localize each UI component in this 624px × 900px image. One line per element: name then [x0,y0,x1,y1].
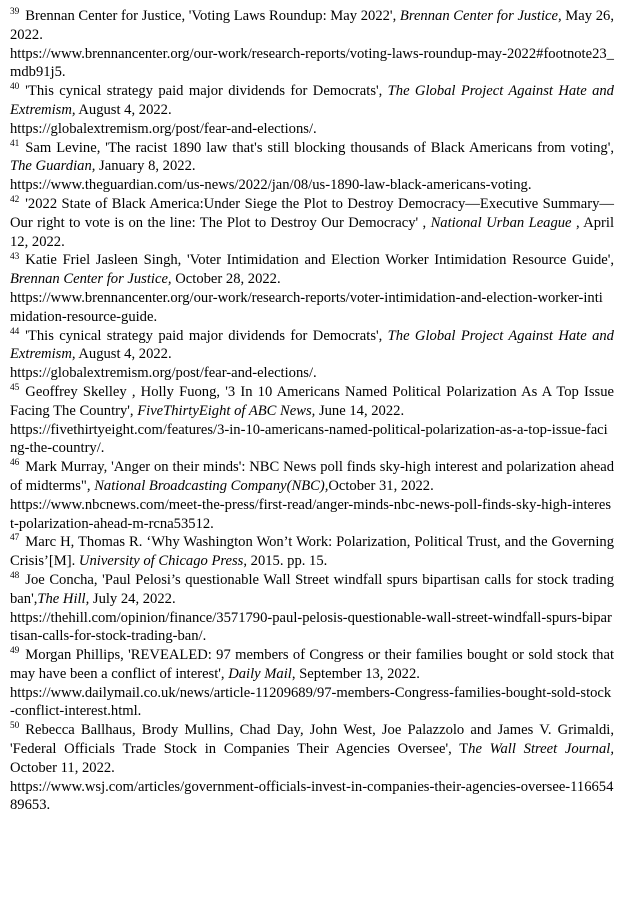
footnote-number: 44 [10,326,20,337]
footnote-source-title: he Wall Street Journal, [468,741,614,758]
footnote-43 [10,251,614,326]
footnote-42 [10,195,614,251]
footnotes-section [10,7,614,815]
footnote-source-title: Brennan Center for Justice, [10,271,172,288]
footnote-citation-text: Marc H, Thomas R. ‘Why Washington Won’t Work: Polarization, Political Trust, and the Governing Crisis’[M]. [10,534,614,570]
footnote-citation-text: August 4, 2022. [75,346,172,363]
footnote-number: 46 [10,458,20,469]
footnote-citation-text: , April 12, 2022. [10,214,614,250]
footnote-citation-text: Joe Concha, 'Paul Pelosi’s questionable Wall Street windfall spurs bipartisan calls for stock trading ban', [10,571,614,607]
footnote-citation-text: Rebecca Ballhaus, Brody Mullins, Chad Day, John West, Joe Palazzolo and James V. Grimaldi, 'Federal Officials Trade Stock in Companies Their Agencies Oversee', T [10,722,614,758]
footnote-url: https://www.dailymail.co.uk/news/article-11209689/97-members-Congress-families-bought-sold-stock-conflict-interest.html. [10,684,612,720]
footnote-50 [10,721,614,815]
footnote-citation-text: Katie Friel Jasleen Singh, 'Voter Intimidation and Election Worker Intimidation Resource Guide', [25,252,614,269]
footnote-url: https://globalextremism.org/post/fear-and-elections/. [10,365,317,382]
footnote-number: 42 [10,195,20,206]
footnote-48 [10,571,614,646]
footnote-number: 41 [10,138,20,149]
footnote-citation-text: August 4, 2022. [75,101,172,118]
footnote-citation-text: January 8, 2022. [95,158,196,175]
footnote-number: 43 [10,251,20,262]
footnote-source-title: Daily Mail [228,665,292,682]
footnote-number: 47 [10,533,20,544]
footnote-41 [10,139,614,195]
footnote-citation-text: '2022 State of Black America:Under Siege the Plot to Destroy Democracy—Executive Summary—Our right to vote is on the line: The Plot to Destroy Our Democracy' , [10,195,614,231]
footnote-source-title: National Broadcasting Company(NBC), [94,477,329,494]
footnote-citation-text: 'This cynical strategy paid major dividends for Democrats', [25,83,388,100]
footnote-citation-text: July 24, 2022. [89,590,176,607]
footnote-citation-text: , 2015. pp. 15. [243,553,328,570]
footnote-url: https://www.brennancenter.org/our-work/research-reports/voting-laws-roundup-may-2022#footnote23_mdb91j5. [10,45,614,81]
footnote-number: 40 [10,82,20,93]
footnote-40 [10,82,614,138]
footnote-url: https://thehill.com/opinion/finance/3571790-paul-pelosis-questionable-wall-street-windfall-spurs-bipartisan-calls-for-stock-trading-ban/. [10,609,612,645]
footnote-47 [10,533,614,571]
footnote-url: https://fivethirtyeight.com/features/3-in-10-americans-named-political-polarization-as-a-top-issue-facing-the-country/. [10,421,608,457]
footnote-46 [10,458,614,533]
footnote-citation-text: October 31, 2022. [328,477,434,494]
footnote-url: https://www.brennancenter.org/our-work/research-reports/voter-intimidation-and-election-worker-intimidation-resource-guide. [10,289,603,325]
footnote-citation-text: , September 13, 2022. [291,665,420,682]
footnote-url: https://www.nbcnews.com/meet-the-press/first-read/anger-minds-nbc-news-poll-finds-sky-high-interest-polarization-ahead-m-rcna53512. [10,496,611,532]
footnote-url: https://www.wsj.com/articles/government-officials-invest-in-companies-their-agencies-oversee-11665489653. [10,778,614,814]
footnote-citation-text: October 28, 2022. [171,271,281,288]
footnote-citation-text: Geoffrey Skelley , Holly Fuong, '3 In 10 Americans Named Political Polarization As A Top Issue Facing The Country', [10,383,614,419]
footnote-citation-text: Morgan Phillips, 'REVEALED: 97 members of Congress or their families bought or sold stock that may have been a conflict of interest', [10,647,614,682]
footnote-citation-text: Brennan Center for Justice, 'Voting Laws Roundup: May 2022', [25,8,400,24]
footnote-number: 45 [10,383,20,394]
footnote-citation-text: 'This cynical strategy paid major dividends for Democrats', [25,327,388,344]
footnote-number: 39 [10,7,20,18]
footnote-source-title: The Guardian, [10,158,96,175]
footnote-44 [10,327,614,383]
footnote-source-title: National Urban League [430,214,572,231]
footnote-number: 49 [10,646,20,657]
footnote-source-title: University of Chicago Press [78,553,244,570]
footnote-49 [10,646,614,721]
footnote-source-title: FiveThirtyEight of ABC News, [137,402,316,419]
footnote-citation-text: May 26, 2022. [10,8,614,43]
footnote-45 [10,383,614,458]
footnote-source-title: The Global Project Against Hate and Extremism, [10,327,614,363]
footnote-number: 48 [10,571,20,582]
footnote-number: 50 [10,721,20,732]
footnote-source-title: Brennan Center for Justice, [399,8,562,24]
footnote-citation-text: Mark Murray, 'Anger on their minds': NBC News poll finds sky-high interest and polarization ahead of midterms", [10,459,614,494]
footnote-source-title: The Global Project Against Hate and Extremism, [10,83,614,118]
footnote-citation-text: Sam Levine, 'The racist 1890 law that's still blocking thousands of Black Americans from voting', [25,139,614,156]
footnote-source-title: The Hill, [37,590,90,607]
footnote-citation-text: October 11, 2022. [10,759,115,776]
footnote-39 [10,7,614,82]
footnote-url: https://globalextremism.org/post/fear-and-elections/. [10,120,317,137]
footnote-citation-text: June 14, 2022. [315,402,405,419]
footnote-url: https://www.theguardian.com/us-news/2022/jan/08/us-1890-law-black-americans-voting. [10,177,532,194]
